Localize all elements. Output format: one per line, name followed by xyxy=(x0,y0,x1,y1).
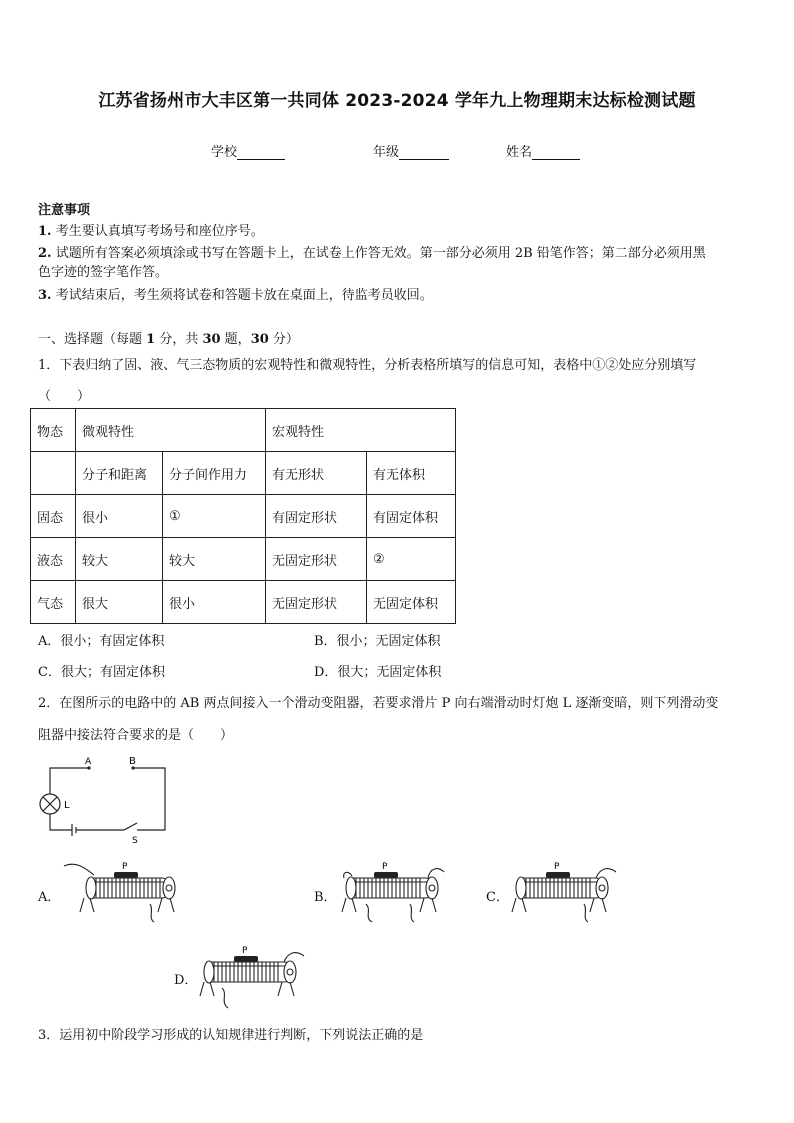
q2-option-d-label[interactable]: D． xyxy=(174,973,198,988)
table-cell: ① xyxy=(163,495,266,538)
q1-paren: （ ） xyxy=(38,389,91,404)
rheostat-a[interactable] xyxy=(62,858,192,923)
q1-option-b[interactable]: B．很小；无固定体积 xyxy=(314,634,441,649)
label-l: L xyxy=(64,800,70,811)
q1-option-a[interactable]: A．很小；有固定体积 xyxy=(38,634,165,649)
exam-title: 江苏省扬州市大丰区第一共同体 2023-2024 学年九上物理期末达标检测试题 xyxy=(98,91,696,111)
section-heading: 一、选择题（每题 1 分，共 30 题，30 分） xyxy=(38,332,299,347)
circuit-diagram xyxy=(34,754,174,849)
label-s: S xyxy=(132,836,138,846)
q1-option-c[interactable]: C．很大；有固定体积 xyxy=(38,665,165,680)
slider-label: P xyxy=(382,862,388,872)
notice-heading: 注意事项 xyxy=(38,203,91,218)
table-cell: 有无形状 xyxy=(266,452,367,495)
notice-item-3: 3. 考试结束后，考生须将试卷和答题卡放在桌面上，待监考员收回。 xyxy=(38,288,433,303)
table-cell: 物态 xyxy=(31,409,76,452)
name-blank[interactable] xyxy=(532,145,580,160)
rheostat-b[interactable] xyxy=(338,858,453,923)
slider-p[interactable] xyxy=(234,956,258,962)
table-row xyxy=(31,495,456,538)
table-cell: 有无体积 xyxy=(367,452,456,495)
rheostat-c[interactable] xyxy=(508,858,623,923)
table-cell: 分子和距离 xyxy=(76,452,163,495)
table-row xyxy=(31,409,456,452)
grade-blank[interactable] xyxy=(399,145,449,160)
slider-label: P xyxy=(554,862,560,872)
table-cell: 很小 xyxy=(76,495,163,538)
notice-item-2: 2. 试题所有答案必须填涂或书写在答题卡上，在试卷上作答无效。第一部分必须用 2B 铅笔作答；第二部分必须用黑 xyxy=(38,246,706,261)
q2-option-a-label[interactable]: A． xyxy=(38,890,61,905)
table-row xyxy=(31,452,456,495)
table-cell: 无固定体积 xyxy=(367,581,456,624)
table-row xyxy=(31,538,456,581)
table-cell: 无固定形状 xyxy=(266,581,367,624)
slider-label: P xyxy=(122,862,128,872)
table-cell: 无固定形状 xyxy=(266,538,367,581)
table-cell xyxy=(31,452,76,495)
table-cell: 气态 xyxy=(31,581,76,624)
slider-p[interactable] xyxy=(546,872,570,878)
label-a: A xyxy=(85,757,92,767)
table-cell: 分子间作用力 xyxy=(163,452,266,495)
table-cell: 微观特性 xyxy=(76,409,266,452)
q3-stem: 3．运用初中阶段学习形成的认知规律进行判断，下列说法正确的是 xyxy=(38,1028,424,1043)
q1-option-d[interactable]: D．很大；无固定体积 xyxy=(314,665,442,680)
table-cell: 很大 xyxy=(76,581,163,624)
q2-option-c-label[interactable]: C． xyxy=(486,890,509,905)
notice-item-2-cont: 色字迹的签字笔作答。 xyxy=(38,265,169,280)
q1-table xyxy=(30,408,456,624)
table-cell: 有固定体积 xyxy=(367,495,456,538)
table-cell: 较大 xyxy=(163,538,266,581)
table-cell: 固态 xyxy=(31,495,76,538)
table-cell: 很小 xyxy=(163,581,266,624)
table-cell: 较大 xyxy=(76,538,163,581)
school-label: 学校 xyxy=(211,145,238,160)
q2-stem: 2．在图所示的电路中的 AB 两点间接入一个滑动变阻器，若要求滑片 P 向右端滑动时灯炮 L 逐渐变暗，则下列滑动变 xyxy=(38,696,719,711)
table-cell: 有固定形状 xyxy=(266,495,367,538)
name-field xyxy=(506,141,580,160)
school-field xyxy=(211,141,285,160)
table-cell: ② xyxy=(367,538,456,581)
q2-stem-cont: 阻器中接法符合要求的是（ ） xyxy=(38,728,234,743)
notice-item-1: 1. 考生要认真填写考场号和座位序号。 xyxy=(38,224,264,239)
school-blank[interactable] xyxy=(237,145,285,160)
grade-field xyxy=(373,141,449,160)
slider-label: P xyxy=(242,946,248,956)
table-row xyxy=(31,581,456,624)
slider-p[interactable] xyxy=(114,872,138,878)
slider-p[interactable] xyxy=(374,872,398,878)
q2-option-b-label[interactable]: B． xyxy=(314,890,337,905)
table-cell: 宏观特性 xyxy=(266,409,456,452)
rheostat-d[interactable] xyxy=(196,942,311,1010)
grade-label: 年级 xyxy=(373,145,400,160)
name-label: 姓名 xyxy=(506,145,533,160)
q1-stem: 1．下表归纳了固、液、气三态物质的宏观特性和微观特性，分析表格所填写的信息可知，表格中①②处应分别填写 xyxy=(38,358,697,373)
table-cell: 液态 xyxy=(31,538,76,581)
label-b: B xyxy=(129,756,136,767)
